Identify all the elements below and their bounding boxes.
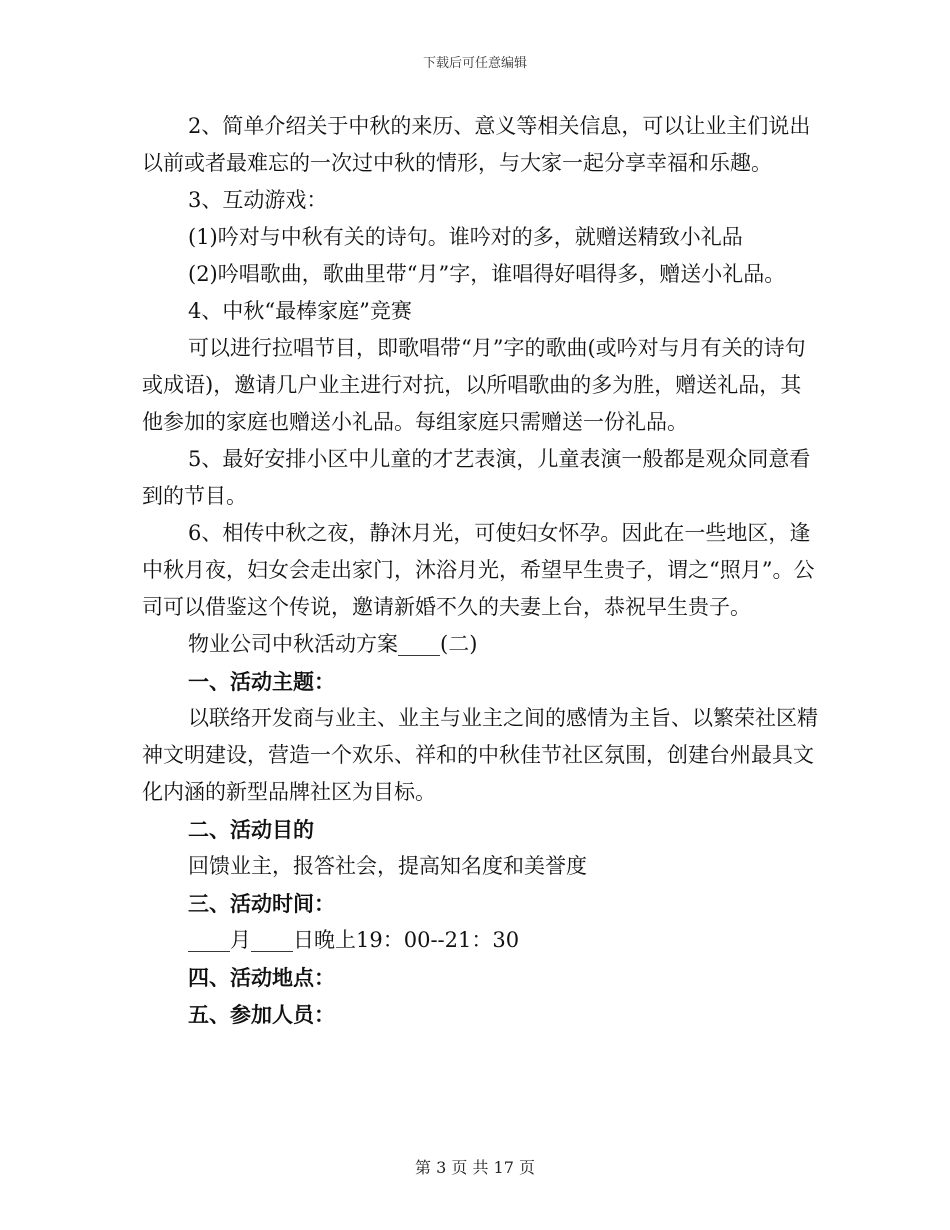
document-body — [142, 108, 822, 1033]
paragraph-activity-theme: 以联络开发商与业主、业主与业主之间的感情为主旨、以繁荣社区精神文明建设，营造一个欢乐、祥和的中秋佳节社区氛围，创建台州最具文化内涵的新型品牌社区为目标。 — [142, 706, 818, 804]
paragraph-children-show: 5、最好安排小区中儿童的才艺表演，儿童表演一般都是观众同意看到的节目。 — [142, 447, 811, 508]
paragraph-game-poems: (1)吟对与中秋有关的诗句。谁吟对的多，就赠送精致小礼品 — [188, 225, 743, 249]
paragraph-activity-purpose: 回馈业主，报答社会，提高知名度和美誉度 — [188, 854, 587, 878]
heading-participants: 五、参加人员： — [188, 1002, 335, 1027]
section-title-plan-two: 物业公司中秋活动方案____(二) — [188, 632, 478, 656]
heading-activity-purpose: 二、活动目的 — [188, 817, 314, 842]
paragraph-game-songs: (2)吟唱歌曲，歌曲里带“月”字，谁唱得好唱得多，赠送小礼品。 — [188, 262, 786, 286]
paragraph-singing-program: 可以进行拉唱节目，即歌唱带“月”字的歌曲(或吟对与月有关的诗句或成语)，邀请几户业主进行对抗，以所唱歌曲的多为胜，赠送礼品，其他参加的家庭也赠送小礼品。每组家庭只需赠送一份礼品。 — [142, 336, 806, 434]
heading-activity-location: 四、活动地点： — [188, 965, 335, 990]
header-note: 下载后可任意编辑 — [422, 56, 527, 71]
heading-activity-time: 三、活动时间： — [188, 891, 335, 916]
page-number: 第 3 页 共 17 页 — [415, 1158, 535, 1177]
paragraph-activity-time: ____月____日晚上19：00--21：30 — [188, 928, 520, 952]
paragraph-best-family: 4、中秋“最棒家庭”竞赛 — [188, 299, 412, 323]
heading-activity-theme: 一、活动主题： — [188, 669, 335, 694]
paragraph-interactive-games: 3、互动游戏： — [188, 188, 328, 212]
paragraph-moon-legend: 6、相传中秋之夜，静沐月光，可使妇女怀孕。因此在一些地区，逢中秋月夜，妇女会走出家门，沐浴月光，希望早生贵子，谓之“照月”。公司可以借鉴这个传说，邀请新婚不久的夫妻上台，恭祝早生贵子。 — [142, 521, 815, 619]
paragraph-intro-history: 2、简单介绍关于中秋的来历、意义等相关信息，可以让业主们说出以前或者最难忘的一次过中秋的情形，与大家一起分享幸福和乐趣。 — [142, 114, 811, 175]
